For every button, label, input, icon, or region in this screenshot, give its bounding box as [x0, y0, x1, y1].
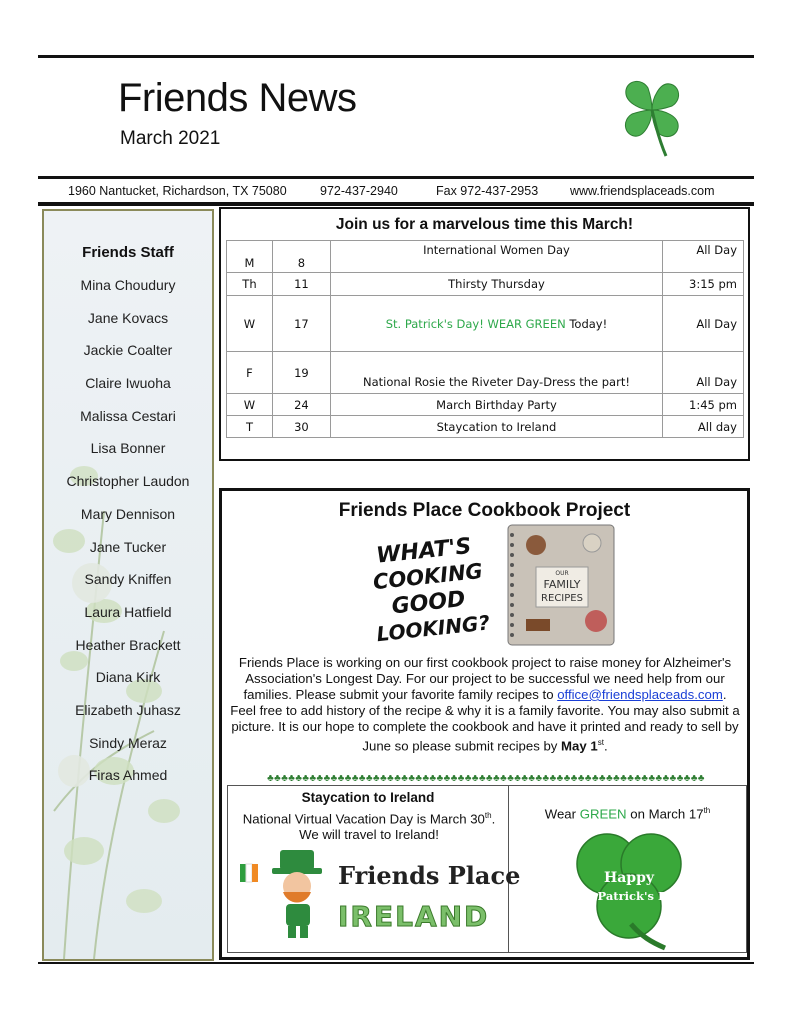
address: 1960 Nantucket, Richardson, TX 75080: [68, 184, 287, 198]
staff-name: Jane Kovacs: [87, 309, 169, 326]
events-panel: [219, 207, 750, 461]
event-name: [330, 296, 662, 352]
deadline: May 1: [561, 738, 598, 754]
events-heading: Join us for a marvelous time this March!: [335, 216, 634, 233]
staff-name: Mina Choudury: [80, 277, 176, 293]
event-time: 1:45 pm: [663, 394, 744, 416]
four-leaf-clover-icon: [612, 72, 692, 160]
event-date: 24: [272, 394, 330, 416]
logo-ireland: IRELAND: [338, 900, 490, 933]
staff-name: Claire Iwuoha: [85, 375, 171, 392]
cookbook-description: [230, 655, 740, 754]
wear-green-word: GREEN: [579, 806, 627, 822]
event-time: All Day: [663, 352, 744, 394]
staff-name: Heather Brackett: [75, 636, 181, 653]
newsletter-title: Friends News: [118, 76, 357, 120]
event-day: M: [227, 241, 273, 273]
staff-name: Jane Tucker: [89, 538, 167, 555]
event-day: W: [227, 296, 273, 352]
wear-pre: Wear: [544, 806, 580, 822]
shamrock-divider: ♣♣♣♣♣♣♣♣♣♣♣♣♣♣♣♣♣♣♣♣♣♣♣♣♣♣♣♣♣♣♣♣♣♣♣♣♣♣♣♣♣♣♣♣♣♣♣♣♣♣♣♣♣♣♣♣♣♣♣♣♣♣: [267, 773, 705, 784]
logo-line-2: COOKING: [371, 558, 484, 595]
table-row: [227, 352, 744, 394]
book-text-3: RECIPES: [541, 593, 583, 604]
shamrock-text-2: St. Patrick's Day: [575, 889, 683, 903]
contact-bar: [38, 182, 754, 202]
event-date: 11: [272, 273, 330, 296]
table-row: [227, 416, 744, 438]
logo-friends-place: Friends Place: [338, 861, 521, 890]
family-recipes-book-image: [506, 523, 616, 647]
email-link[interactable]: office@friendsplaceads.com: [557, 687, 723, 702]
book-text-2: FAMILY: [543, 578, 581, 591]
event-name: International Women Day: [330, 241, 662, 273]
header-rule: [38, 176, 754, 179]
whats-cooking-logo: [372, 527, 497, 647]
staycation-text: [238, 808, 500, 843]
event-name-rest: Today!: [565, 316, 608, 331]
staff-name: Jackie Coalter: [83, 342, 173, 359]
staff-name: Sindy Meraz: [89, 734, 167, 751]
event-name: National Rosie the Riveter Day-Dress the part!: [330, 352, 662, 394]
irish-flag-icon: [240, 864, 258, 882]
event-name: Staycation to Ireland: [330, 416, 662, 438]
leprechaun-icon: [272, 850, 322, 938]
staff-name: Mary Dennison: [80, 505, 176, 522]
website: www.friendsplaceads.com: [570, 184, 715, 198]
staff-sidebar: [42, 209, 214, 961]
event-date: 30: [272, 416, 330, 438]
event-date: 19: [272, 352, 330, 394]
event-name: March Birthday Party: [330, 394, 662, 416]
event-name-green: St. Patrick's Day! WEAR GREEN: [385, 316, 566, 331]
fax: Fax 972-437-2953: [436, 184, 539, 198]
staff-name: Diana Kirk: [95, 669, 161, 686]
bottom-rule: [38, 962, 754, 964]
table-row: [227, 394, 744, 416]
table-row: [227, 241, 744, 273]
event-time: All Day: [663, 296, 744, 352]
friends-place-ireland-logo: [238, 846, 521, 942]
staycation-text-b: . We will travel to Ireland!: [299, 811, 496, 843]
staycation-sup: th: [484, 811, 492, 820]
wear-sup: th: [703, 806, 711, 815]
event-day: F: [227, 352, 273, 394]
event-date: 17: [272, 296, 330, 352]
deadline-suffix: st: [597, 738, 604, 747]
events-table: [226, 240, 744, 438]
staff-name: Firas Ahmed: [88, 767, 168, 784]
table-row: [227, 273, 744, 296]
logo-line-4: LOOKING?: [375, 610, 491, 647]
event-day: T: [227, 416, 273, 438]
event-day: W: [227, 394, 273, 416]
event-day: Th: [227, 273, 273, 296]
event-date: 8: [272, 241, 330, 273]
staff-name: Malissa Cestari: [80, 407, 176, 424]
logo-line-3: GOOD: [390, 586, 467, 620]
shamrock-icon: [567, 824, 691, 952]
event-time: 3:15 pm: [663, 273, 744, 296]
event-time: All day: [663, 416, 744, 438]
cookbook-heading: Friends Place Cookbook Project: [338, 500, 631, 521]
wear-green-text: [509, 806, 746, 821]
event-name: Thirsty Thursday: [330, 273, 662, 296]
staff-name: Lisa Bonner: [90, 440, 166, 457]
top-rule: [38, 55, 754, 58]
wear-green-box: [509, 786, 746, 952]
staff-name: Laura Hatfield: [84, 603, 172, 620]
wear-post: on March 17: [626, 806, 704, 822]
staycation-text-a: National Virtual Vacation Day is March 30: [242, 811, 485, 827]
staff-name: Elizabeth Juhasz: [75, 701, 181, 718]
contact-rule: [38, 202, 754, 206]
shamrock-text-1: Happy: [603, 870, 655, 886]
table-row: [227, 296, 744, 352]
staff-heading: Friends Staff: [82, 244, 174, 261]
logo-line-1: WHAT'S: [375, 533, 473, 569]
cookbook-text-3: .: [603, 738, 608, 754]
newsletter-date: March 2021: [120, 128, 221, 149]
staycation-box: [228, 786, 521, 952]
cookbook-text-1: Friends Place is working on our first cookbook project to raise money for Alzheimer's Association's Longest Day. For our project to be successful we need help from our families. Please submit your favorite family recipes to: [238, 655, 732, 702]
staff-name: Sandy Kniffen: [84, 571, 172, 588]
staff-name: Christopher Laudon: [66, 473, 190, 490]
cookbook-text-2: . Feel free to add history of the recipe & why it is a family favorite. You may also submit a picture. It is our hope to complete the cookbook and have it printed and ready to sell by June so please submit recipes by: [230, 687, 740, 754]
bottom-boxes: [227, 785, 747, 953]
staff-list: [44, 277, 212, 800]
cookbook-panel: [219, 488, 750, 960]
book-text-1: OUR: [555, 570, 569, 577]
event-time: All Day: [663, 241, 744, 273]
phone: 972-437-2940: [320, 184, 398, 198]
staycation-heading: Staycation to Ireland: [301, 790, 435, 805]
